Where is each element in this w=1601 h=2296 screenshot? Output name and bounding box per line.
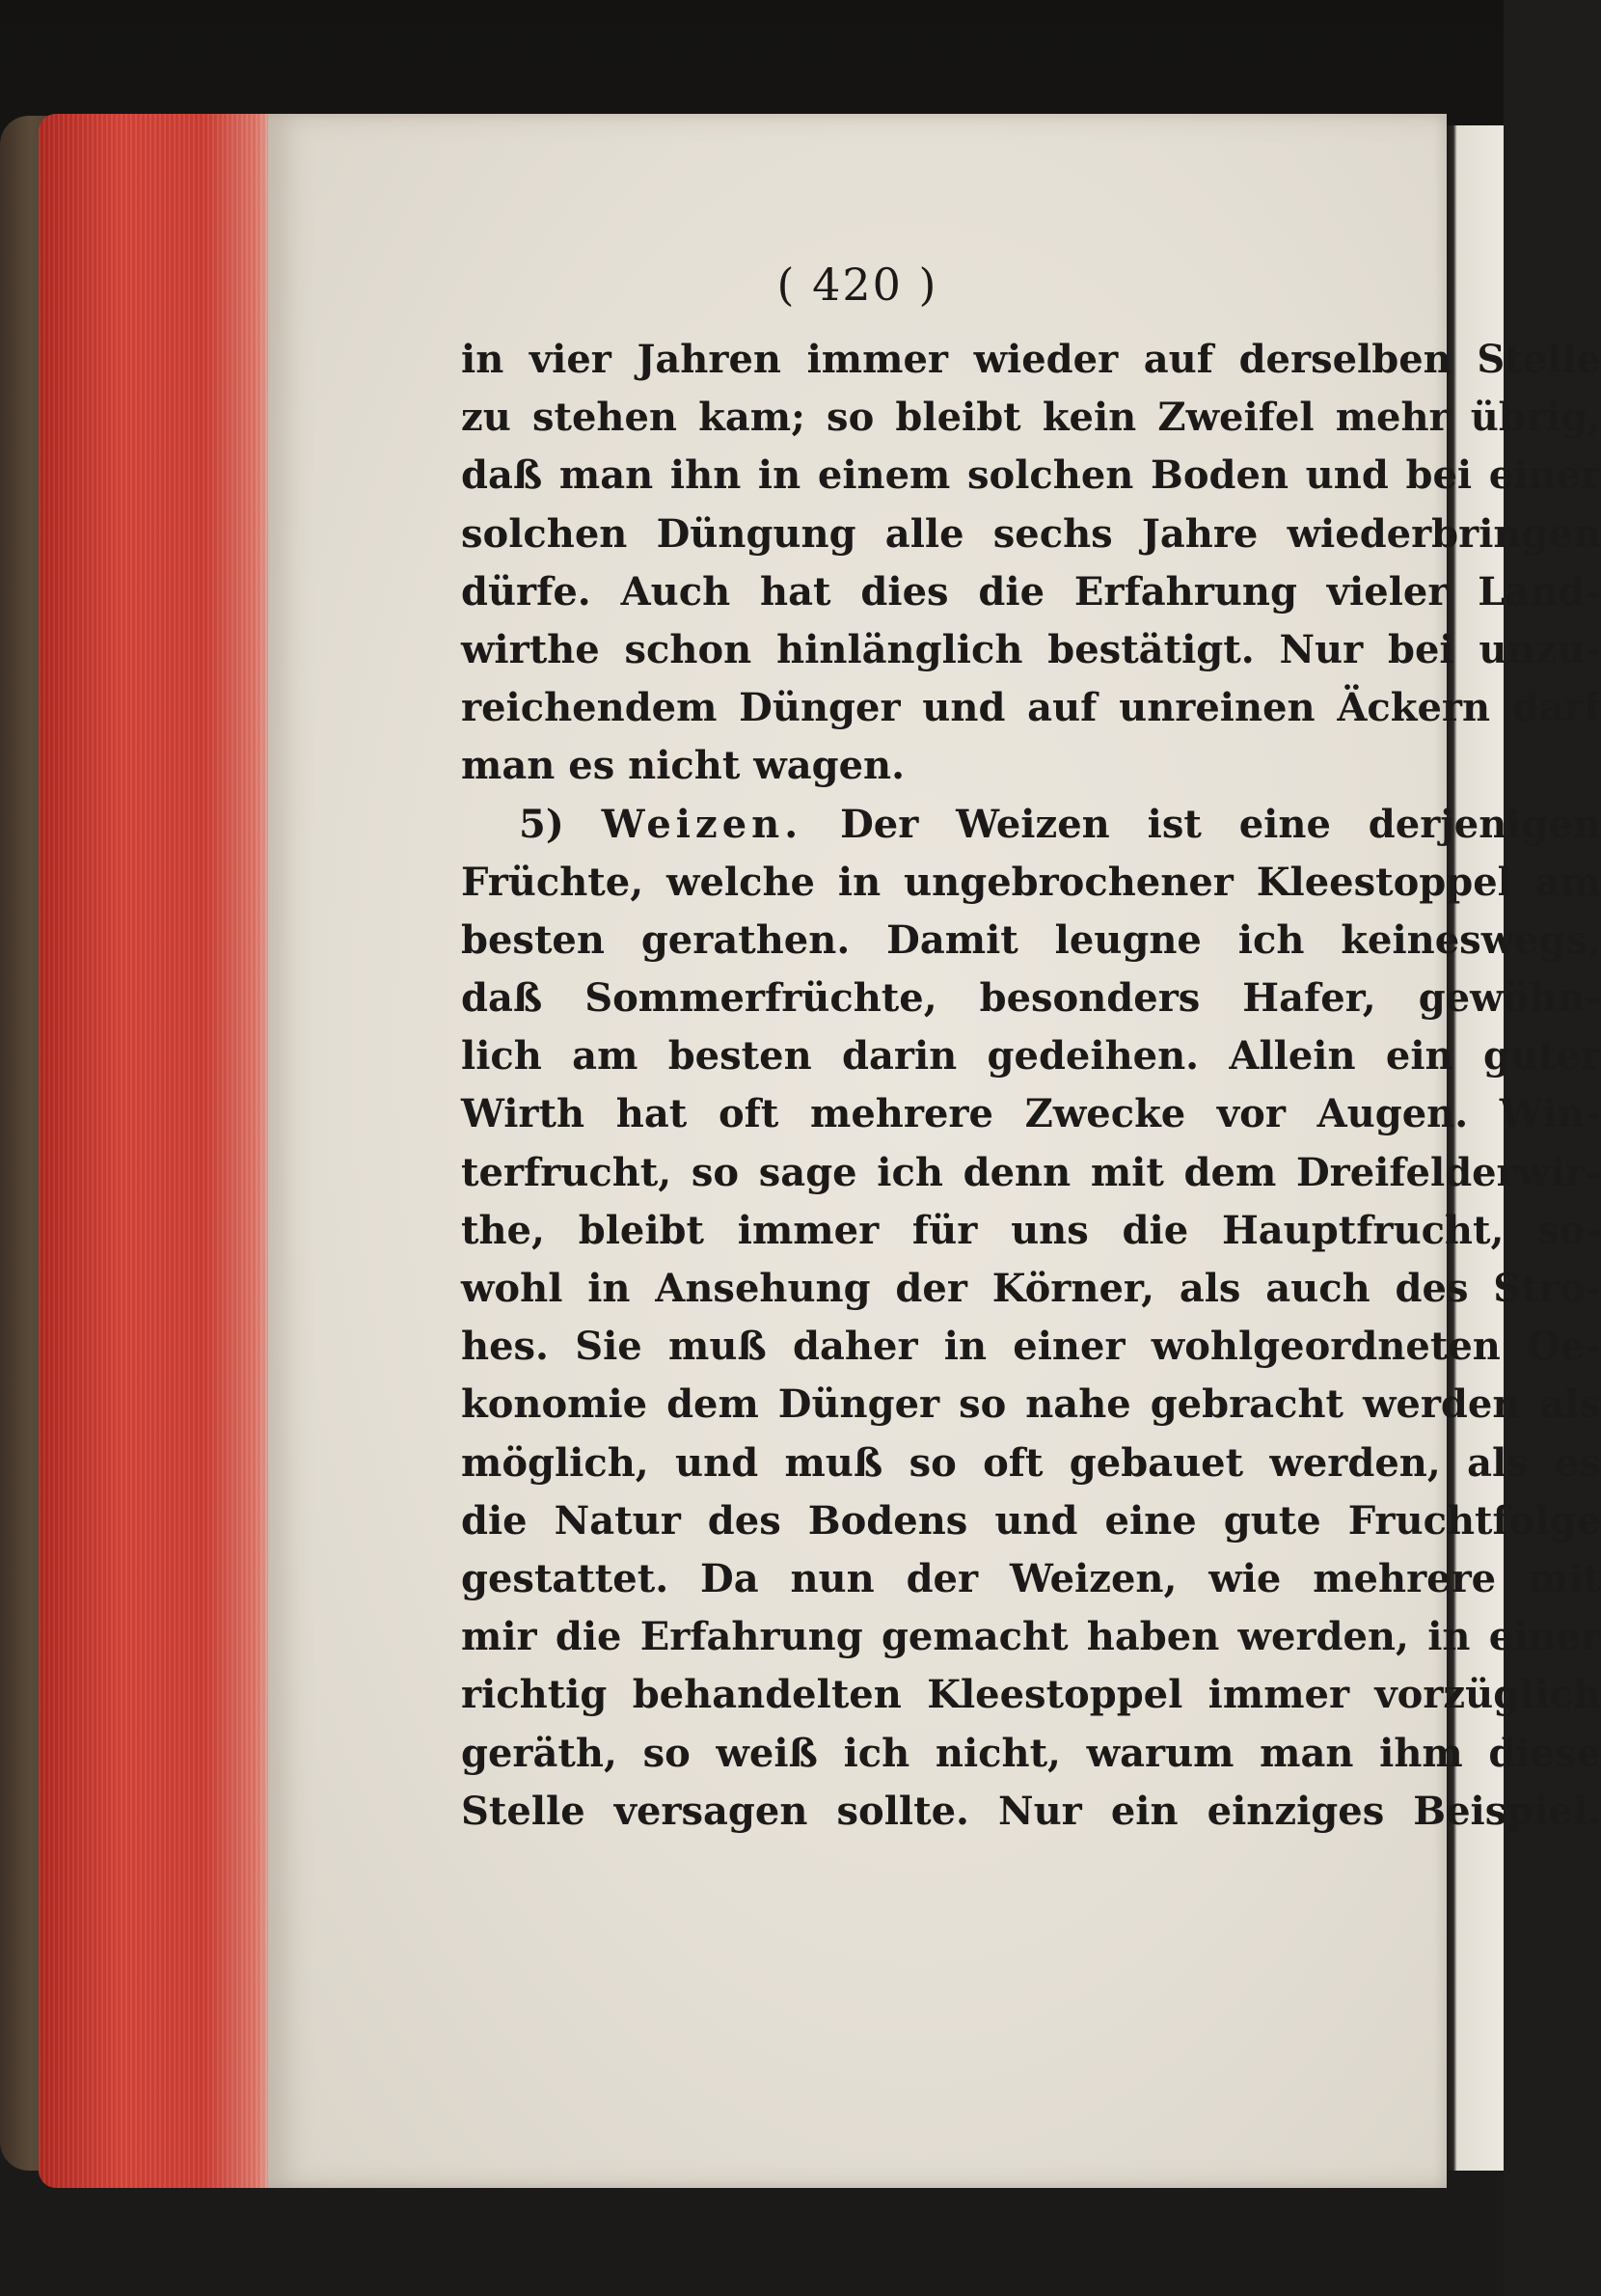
text-line: gestattet. Da nun der Weizen, wie mehrere mit <box>461 1555 1601 1601</box>
section-number: 5) <box>519 801 564 847</box>
text-line: lich am besten darin gedeihen. Allein ein guter <box>461 1033 1601 1080</box>
text-line: geräth, so weiß ich nicht, warum man ihm diese <box>461 1730 1601 1776</box>
text-line: zu stehen kam; so bleibt kein Zweifel mehr übrig, <box>461 395 1601 441</box>
text-line: dürfe. Auch hat dies die Erfahrung vieler Land- <box>461 568 1601 615</box>
text-line: konomie dem Dünger so nahe gebracht werden als <box>461 1381 1601 1428</box>
text-line: wohl in Ansehung der Körner, als auch des Stro- <box>461 1266 1601 1311</box>
text-line: Wirth hat oft mehrere Zwecke vor Augen. Win- <box>461 1091 1601 1137</box>
text-line: the, bleibt immer für uns die Hauptfrucht, so- <box>461 1207 1601 1253</box>
page-text <box>461 331 1601 1841</box>
book-page <box>268 114 1601 2188</box>
text-line: die Natur des Bodens und eine gute Fruchtfolge <box>461 1497 1601 1544</box>
text-line: Früchte, welche in ungebrochener Kleestoppel am <box>461 859 1601 905</box>
text-line: in vier Jahren immer wieder auf derselben Stelle <box>461 337 1601 382</box>
text-line: möglich, und muß so oft gebauet werden, als es <box>461 1439 1601 1486</box>
text-line: richtig behandelten Kleestoppel immer vorzüglich <box>461 1672 1601 1718</box>
text-line: reichendem Dünger und auf unreinen Äckern darf <box>461 685 1601 731</box>
text-line: hes. Sie muß daher in einer wohlgeordneten Oe- <box>461 1324 1601 1370</box>
section-heading-line <box>461 796 1601 854</box>
text-line: besten gerathen. Damit leugne ich keineswegs, <box>461 916 1601 963</box>
text-line: man es nicht wagen. <box>461 743 906 789</box>
text-line: mir die Erfahrung gemacht haben werden, in einer <box>461 1614 1601 1660</box>
text-line: terfrucht, so sage ich denn mit dem Dreifelderwir- <box>461 1149 1601 1195</box>
text-line: wirthe schon hinlänglich bestätigt. Nur bei unzu- <box>461 626 1601 672</box>
text-line: Der Weizen ist eine derjenigen <box>840 801 1601 847</box>
text-line: daß man ihn in einem solchen Boden und bei einer <box>461 452 1601 499</box>
text-line: Stelle versagen sollte. Nur ein einziges Beispiel. <box>461 1788 1601 1834</box>
section-heading: Weizen. <box>601 801 803 847</box>
page-edges <box>39 114 275 2188</box>
page-number: ( 420 ) <box>776 259 938 311</box>
text-line: solchen Düngung alle sechs Jahre wiederbringen <box>461 510 1601 557</box>
text-line: daß Sommerfrüchte, besonders Hafer, gewöhn- <box>461 975 1601 1022</box>
